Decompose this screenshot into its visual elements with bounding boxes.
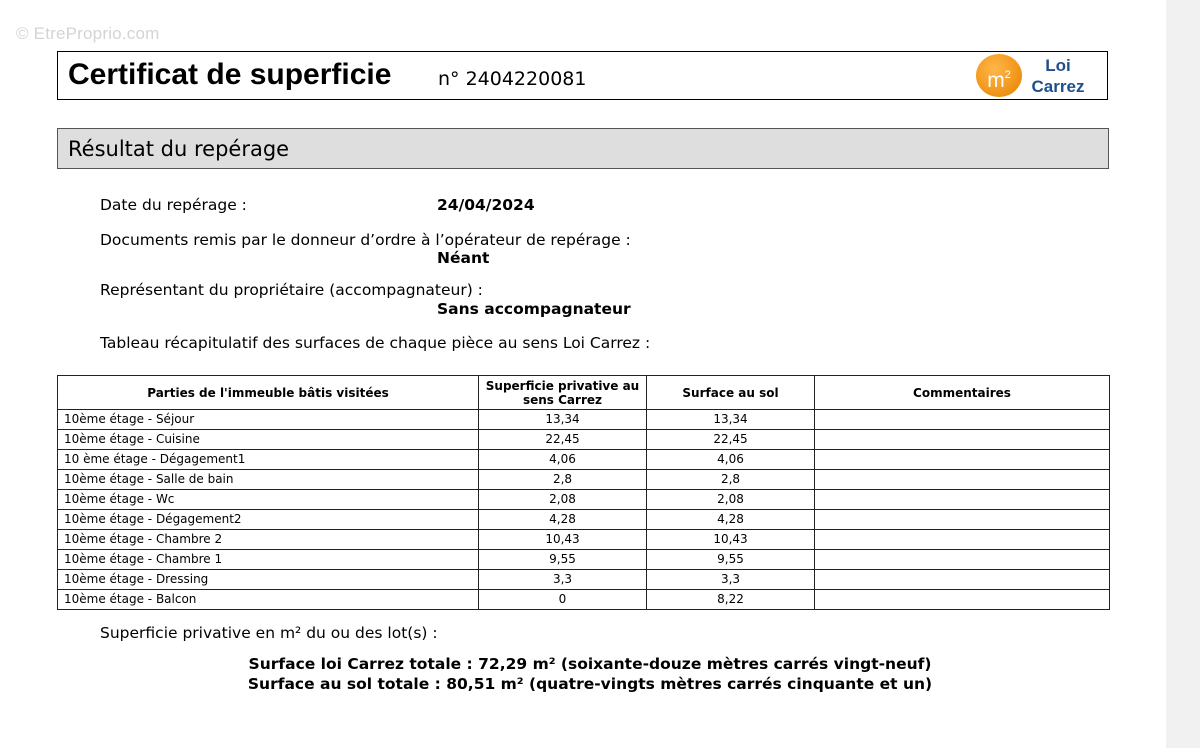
carrez-value: 22,45 [479,430,647,450]
table-row [58,470,1110,490]
table-header-row [58,376,1110,410]
logo-symbol: m [987,69,1005,92]
table-row [58,590,1110,610]
sol-value: 2,8 [647,470,815,490]
comment [815,510,1110,530]
page-edge [1166,0,1200,748]
section-title: Résultat du repérage [68,137,290,161]
header-commentaires: Commentaires [815,376,1110,410]
sol-value: 2,08 [647,490,815,510]
total-sol: Surface au sol totale : 80,51 m² (quatre-vingts mètres carrés cinquante et un) [247,675,933,693]
carrez-value: 4,28 [479,510,647,530]
comment [815,570,1110,590]
comment [815,470,1110,490]
room-name: 10ème étage - Séjour [58,410,479,430]
table-row [58,450,1110,470]
table-row [58,410,1110,430]
room-name: 10ème étage - Dressing [58,570,479,590]
logo-line-2: Carrez [1031,77,1085,96]
table-row [58,530,1110,550]
loi-carrez-logo-text [1028,55,1088,97]
sol-value: 10,43 [647,530,815,550]
sol-value: 9,55 [647,550,815,570]
summary-label: Superficie privative en m² du ou des lot(s) : [100,624,438,642]
room-name: 10ème étage - Chambre 2 [58,530,479,550]
room-name: 10ème étage - Chambre 1 [58,550,479,570]
header-superficie-carrez: Superficie privative au sens Carrez [479,376,647,410]
representative-value: Sans accompagnateur [437,300,631,318]
room-name: 10ème étage - Dégagement2 [58,510,479,530]
carrez-value: 4,06 [479,450,647,470]
table-intro: Tableau récapitulatif des surfaces de chaque pièce au sens Loi Carrez : [100,334,651,352]
carrez-value: 0 [479,590,647,610]
room-name: 10ème étage - Wc [58,490,479,510]
sol-value: 4,06 [647,450,815,470]
carrez-value: 13,34 [479,410,647,430]
date-label: Date du repérage : [100,196,247,214]
carrez-value: 9,55 [479,550,647,570]
room-name: 10ème étage - Cuisine [58,430,479,450]
certificate-title: Certificat de superficie [68,58,392,91]
room-name: 10ème étage - Salle de bain [58,470,479,490]
sol-value: 4,28 [647,510,815,530]
sol-value: 13,34 [647,410,815,430]
comment [815,450,1110,470]
table-row [58,550,1110,570]
sol-value: 8,22 [647,590,815,610]
comment [815,590,1110,610]
watermark: © EtreProprio.com [16,24,160,43]
table-row [58,510,1110,530]
header-surface-sol: Surface au sol [647,376,815,410]
table-row [58,570,1110,590]
certificate-number: n° 2404220081 [438,68,587,90]
table-row [58,430,1110,450]
sol-value: 3,3 [647,570,815,590]
documents-label: Documents remis par le donneur d’ordre à l’opérateur de repérage : [100,231,631,249]
carrez-value: 2,8 [479,470,647,490]
certificate-header [57,51,1108,100]
surfaces-table [57,375,1110,610]
comment [815,410,1110,430]
header-parties: Parties de l'immeuble bâtis visitées [58,376,479,410]
representative-label: Représentant du propriétaire (accompagnateur) : [100,281,483,299]
room-name: 10 ème étage - Dégagement1 [58,450,479,470]
documents-value: Néant [437,249,490,267]
carrez-value: 2,08 [479,490,647,510]
m2-logo-icon [976,54,1022,97]
comment [815,550,1110,570]
table-row [58,490,1110,510]
date-value: 24/04/2024 [437,196,535,214]
sol-value: 22,45 [647,430,815,450]
comment [815,530,1110,550]
comment [815,430,1110,450]
logo-superscript: 2 [1004,69,1011,81]
carrez-value: 3,3 [479,570,647,590]
total-carrez: Surface loi Carrez totale : 72,29 m² (soixante-douze mètres carrés vingt-neuf) [248,655,932,673]
room-name: 10ème étage - Balcon [58,590,479,610]
section-header [57,128,1109,169]
carrez-value: 10,43 [479,530,647,550]
comment [815,490,1110,510]
logo-line-1: Loi [1045,56,1071,75]
